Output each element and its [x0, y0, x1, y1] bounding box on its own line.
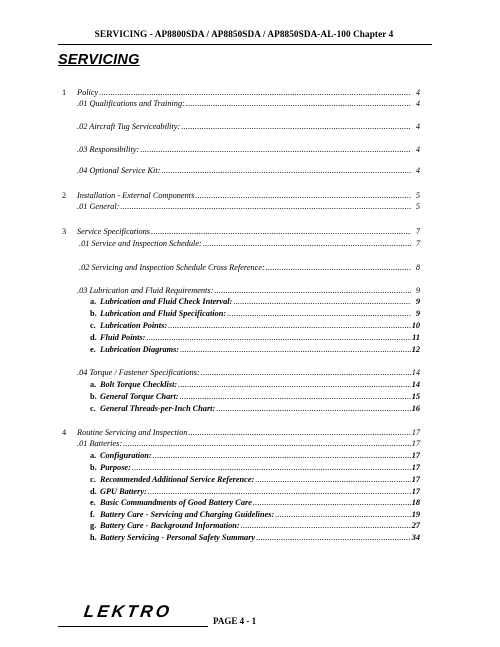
toc-label — [90, 450, 152, 461]
toc-label — [77, 144, 139, 155]
toc-leader-dots — [168, 320, 411, 331]
toc-leader-dots — [266, 262, 411, 273]
toc-page-number: 7 — [415, 227, 420, 236]
toc-label-text: Fluid Points: — [100, 333, 146, 342]
toc-number: f. — [90, 510, 95, 519]
toc-page-number: 18 — [411, 498, 420, 507]
toc-label — [90, 379, 177, 390]
toc-page-number: 8 — [415, 263, 420, 272]
toc-label — [90, 520, 240, 531]
toc-leader-dots — [180, 344, 411, 355]
toc-label-text: .02 Servicing and Inspection Schedule Cross Reference: — [79, 263, 265, 272]
toc-page-number: 14 — [411, 368, 420, 377]
toc-page-number: 17 — [411, 451, 420, 460]
toc-entry — [90, 379, 420, 390]
footer-rule — [58, 626, 208, 627]
toc-leader-dots — [233, 296, 411, 307]
toc-leader-dots — [123, 438, 411, 449]
toc-number: a. — [90, 380, 97, 389]
toc-label-text: Installation - External Components — [77, 191, 195, 200]
toc-leader-dots — [188, 427, 410, 438]
toc-leader-dots — [181, 121, 411, 132]
toc-entry — [90, 532, 420, 543]
toc-leader-dots — [203, 238, 411, 249]
toc-page-number: 5 — [415, 191, 420, 200]
toc-page-number: 10 — [411, 321, 420, 330]
toc-label-text: Lubrication Diagrams: — [100, 345, 180, 354]
toc-page-number: 17 — [411, 428, 420, 437]
toc-entry — [62, 427, 420, 438]
toc-page-number: 5 — [415, 202, 420, 211]
toc-leader-dots — [146, 332, 411, 343]
toc-label — [79, 238, 202, 249]
toc-page-number: 4 — [415, 122, 420, 131]
toc-entry — [90, 344, 420, 355]
toc-label-text: Purpose: — [100, 463, 131, 472]
toc-leader-dots — [120, 201, 411, 212]
toc-number: c. — [90, 321, 96, 330]
toc-leader-dots — [201, 367, 411, 378]
toc-page-number: 17 — [411, 463, 420, 472]
toc-entry — [77, 201, 420, 212]
toc-number: 1 — [62, 88, 67, 97]
toc-label-text: .03 Responsibility: — [77, 145, 140, 154]
toc-entry — [77, 285, 420, 296]
toc-label-text: Routine Servicing and Inspection — [77, 428, 188, 437]
toc-number: b. — [90, 392, 97, 401]
lektro-logo: LEKTRO — [82, 602, 174, 621]
toc-leader-dots — [253, 497, 411, 508]
toc-page-number: 11 — [412, 333, 420, 342]
toc-label — [90, 403, 215, 414]
toc-label — [90, 344, 179, 355]
toc-page-number: 12 — [411, 345, 420, 354]
toc-page-number: 34 — [411, 533, 420, 542]
toc-entry — [90, 486, 420, 497]
toc-leader-dots — [148, 486, 411, 497]
toc-entry — [90, 391, 420, 402]
toc-leader-dots — [195, 190, 411, 201]
toc-entry — [90, 296, 420, 307]
toc-number: d. — [90, 487, 97, 496]
toc-label — [90, 509, 274, 520]
toc-label-text: Recommended Additional Service Reference: — [100, 475, 255, 484]
toc-label-text: Lubrication and Fluid Specification: — [100, 309, 227, 318]
toc-entry — [90, 320, 420, 331]
toc-leader-dots — [214, 285, 411, 296]
toc-page-number: 4 — [415, 166, 420, 175]
toc-page-number: 16 — [411, 404, 420, 413]
toc-leader-dots — [180, 391, 411, 402]
toc-leader-dots — [151, 226, 411, 237]
toc-number: c. — [90, 404, 96, 413]
toc-number: a. — [90, 297, 97, 306]
toc-label — [77, 438, 122, 449]
toc-label — [90, 462, 131, 473]
toc-label-text: Battery Care - Background Information: — [100, 521, 240, 530]
toc-label — [77, 165, 160, 176]
toc-entry — [77, 438, 420, 449]
toc-page-number: 7 — [415, 239, 420, 248]
toc-label-text: .03 Lubrication and Fluid Requirements: — [77, 286, 214, 295]
toc-label-text: .01 Service and Inspection Schedule: — [79, 239, 202, 248]
toc-label-text: .04 Torque / Fastener Specifications: — [77, 368, 200, 377]
toc-label-text: GPU Battery: — [100, 487, 147, 496]
toc-label-text: .04 Optional Service Kit: — [77, 166, 161, 175]
toc-number: 2 — [62, 191, 67, 200]
toc-label — [90, 296, 232, 307]
toc-page-number: 9 — [415, 286, 420, 295]
toc-entry — [77, 98, 420, 109]
toc-label-text: Lubrication Points: — [100, 321, 168, 330]
toc-entry — [90, 462, 420, 473]
toc-leader-dots — [227, 308, 411, 319]
toc-label — [77, 285, 213, 296]
toc-label — [90, 391, 179, 402]
toc-number: g. — [90, 521, 97, 530]
toc-entry — [90, 308, 420, 319]
toc-leader-dots — [161, 165, 411, 176]
toc-label-text: .01 Qualifications and Training: — [77, 99, 185, 108]
toc-label — [79, 262, 265, 273]
toc-label — [77, 367, 200, 378]
toc-page-number: 19 — [411, 510, 420, 519]
toc-page-number: 4 — [415, 99, 420, 108]
toc-entry — [90, 332, 420, 343]
toc-label — [77, 201, 119, 212]
toc-label — [62, 226, 150, 237]
toc-page-number: 27 — [411, 521, 420, 530]
toc-entry — [79, 238, 420, 249]
toc-label-text: General Torque Chart: — [100, 392, 179, 401]
toc-entry — [62, 226, 420, 237]
toc-label — [90, 486, 147, 497]
toc-leader-dots — [153, 450, 411, 461]
toc-leader-dots — [178, 379, 411, 390]
toc-page-number: 17 — [411, 439, 420, 448]
toc-entry — [90, 450, 420, 461]
toc-label-text: Lubrication and Fluid Check Interval: — [100, 297, 233, 306]
toc-label-text: Bolt Torque Checklist: — [100, 380, 178, 389]
toc-entry — [90, 520, 420, 531]
toc-entry — [77, 165, 420, 176]
toc-entry — [62, 87, 420, 98]
toc-leader-dots — [186, 98, 411, 109]
toc-label-text: General Threads-per-Inch Chart: — [100, 404, 216, 413]
page-number: PAGE 4 - 1 — [213, 616, 257, 626]
toc-entry — [90, 509, 420, 520]
page-title: SERVICING — [58, 52, 140, 68]
toc-entry — [77, 121, 420, 132]
toc-label-text: .01 Batteries: — [77, 439, 123, 448]
toc-label — [90, 532, 255, 543]
toc-number: 3 — [62, 227, 67, 236]
toc-entry — [77, 367, 420, 378]
toc-page-number: 9 — [415, 309, 420, 318]
toc-label — [90, 332, 145, 343]
toc-label — [90, 497, 252, 508]
toc-page-number: 14 — [411, 380, 420, 389]
toc-number: 4 — [62, 428, 67, 437]
toc-number: c. — [90, 475, 96, 484]
toc-label-text: Battery Servicing - Personal Safety Summary — [100, 533, 256, 542]
toc-page-number: 4 — [415, 145, 420, 154]
toc-label — [90, 474, 254, 485]
toc-number: a. — [90, 451, 97, 460]
toc-label-text: .01 General: — [77, 202, 120, 211]
toc-label-text: Basic Commandments of Good Battery Care — [100, 498, 252, 507]
toc-label — [90, 320, 167, 331]
toc-label-text: .02 Aircraft Tug Serviceability: — [77, 122, 181, 131]
toc-label-text: Service Specifications — [77, 227, 151, 236]
toc-page-number: 15 — [411, 392, 420, 401]
toc-entry — [90, 497, 420, 508]
running-header: SERVICING - AP8800SDA / AP8850SDA / AP8850SDA-AL-100 Chapter 4 — [94, 29, 394, 39]
toc-entry — [90, 474, 420, 485]
toc-number: e. — [90, 345, 96, 354]
toc-leader-dots — [241, 520, 411, 531]
toc-number: h. — [90, 533, 97, 542]
toc-label — [62, 427, 187, 438]
toc-number: d. — [90, 333, 97, 342]
toc-leader-dots — [140, 144, 411, 155]
toc-label — [62, 87, 98, 98]
toc-leader-dots — [99, 87, 411, 98]
toc-label — [77, 98, 185, 109]
toc-leader-dots — [255, 474, 410, 485]
toc-page-number: 9 — [415, 297, 420, 306]
toc-leader-dots — [256, 532, 411, 543]
toc-entry — [79, 262, 420, 273]
toc-page-number: 4 — [415, 88, 420, 97]
toc-leader-dots — [132, 462, 411, 473]
toc-entry — [62, 190, 420, 201]
toc-label — [62, 190, 194, 201]
toc-entry — [77, 144, 420, 155]
toc-leader-dots — [216, 403, 410, 414]
toc-label-text: Configuration: — [100, 451, 152, 460]
toc-number: e. — [90, 498, 96, 507]
toc-page-number: 17 — [411, 487, 420, 496]
toc-number: b. — [90, 463, 97, 472]
toc-label — [77, 121, 180, 132]
toc-label-text: Policy — [77, 88, 99, 97]
toc-entry — [90, 403, 420, 414]
toc-page-number: 17 — [411, 475, 420, 484]
toc-label-text: Battery Care - Servicing and Charging Guidelines: — [100, 510, 275, 519]
toc-number: b. — [90, 309, 97, 318]
toc-leader-dots — [275, 509, 410, 520]
toc-label — [90, 308, 226, 319]
